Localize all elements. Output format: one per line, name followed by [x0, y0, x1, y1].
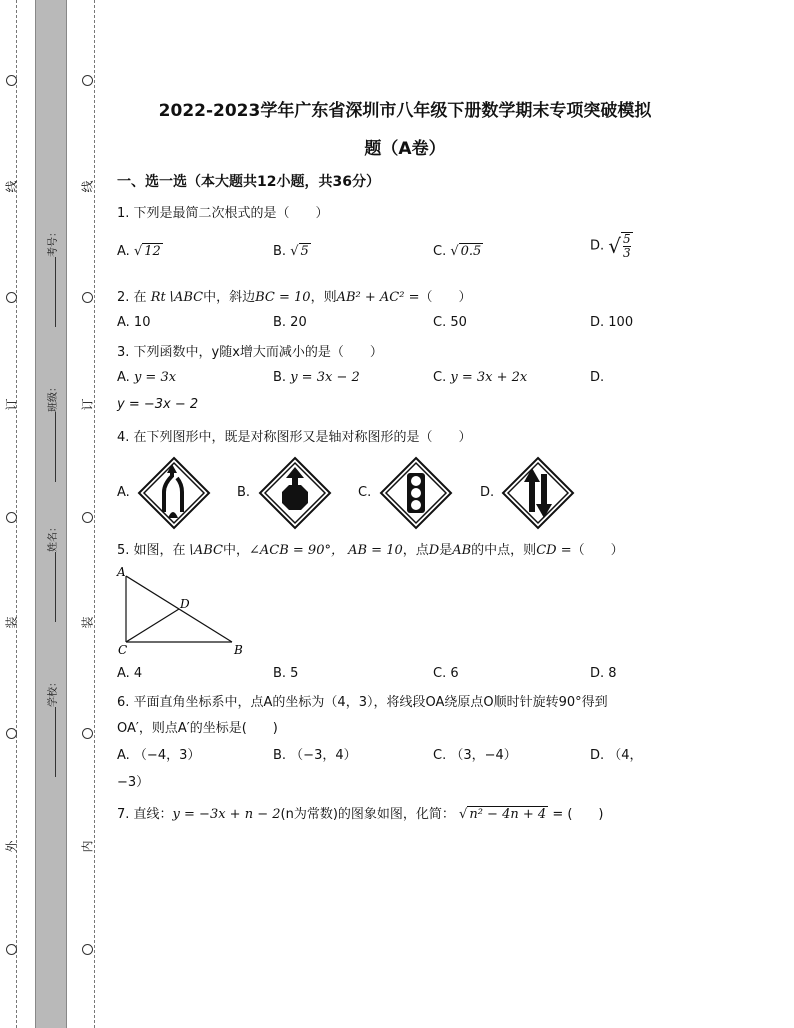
q1-option-a: A. √ 12: [117, 244, 161, 259]
binding-hole: [82, 728, 93, 739]
question-4-stem: 4. 在下列图形中，既是对称图形又是轴对称图形的是（ ）: [117, 430, 472, 445]
road-sign-stop-ahead-icon: [258, 456, 332, 530]
question-6-stem-line1: 6. 平面直角坐标系中，点A的坐标为（4，3），将线段OA绕原点O顺时针旋转90°得到: [117, 695, 608, 710]
outer-char-zhuang: 装: [4, 616, 19, 629]
binding-hole: [82, 512, 93, 523]
q4-option-d-label: D.: [480, 485, 495, 500]
math-expr: BC = 10: [255, 290, 311, 305]
option-value: 12: [144, 244, 161, 259]
math-expr: AB = 10: [348, 543, 403, 558]
option-label: B.: [273, 370, 287, 385]
triangle-figure: [112, 562, 247, 658]
text: 中，斜边: [203, 290, 256, 305]
math-expr: ∠ACB = 90°，: [248, 543, 344, 558]
field-school[interactable]: [44, 677, 59, 780]
option-label: A.: [117, 370, 130, 385]
question-5-stem: [117, 539, 624, 558]
text: 2. 在: [117, 290, 147, 305]
field-label: 姓名：: [48, 522, 59, 552]
option-label: C.: [433, 370, 447, 385]
field-underline: [55, 412, 56, 482]
section-heading: 一、选一选（本大题共12小题，共36分）: [117, 174, 380, 190]
outer-char-wai: 外: [4, 840, 19, 853]
text: (n为常数)的图象如图，化简：: [280, 807, 455, 822]
q2-option-c: C. 50: [433, 315, 467, 330]
math-expr: y = −3x + n − 2: [172, 807, 281, 822]
option-value: 5: [300, 244, 309, 259]
question-2-stem: [117, 286, 472, 305]
fraction-denominator: 3: [623, 246, 631, 260]
text: （ ）: [571, 543, 624, 558]
question-1-stem: 1. 下列是最简二次根式的是（ ）: [117, 206, 329, 221]
q4-option-c-label: C.: [358, 485, 372, 500]
inner-char-nei: 内: [80, 840, 95, 853]
q3-option-a: [117, 370, 176, 385]
text: 7. 直线：: [117, 807, 173, 822]
inner-char-ding: 订: [80, 398, 95, 411]
field-label: 学校：: [48, 677, 59, 707]
outer-char-xian: 线: [4, 180, 19, 193]
text: 5. 如图，在: [117, 543, 186, 558]
option-value: y = 3x − 2: [290, 370, 360, 385]
q5-option-d: D. 8: [590, 666, 617, 681]
math-triangle: Rt∖ABC: [150, 290, 204, 305]
q5-option-b: B. 5: [273, 666, 299, 681]
label-d: D: [180, 597, 190, 611]
field-label: 考号：: [48, 227, 59, 257]
text: （ ）: [419, 290, 472, 305]
text: ，则: [310, 290, 337, 305]
q4-option-b-label: B.: [237, 485, 251, 500]
question-7-stem: 7. 直线：y = −3x + n − 2(n为常数)的图象如图，化简： √ n² − 4n + 4 = ( ): [117, 807, 604, 822]
text: 中，: [222, 543, 249, 558]
page-title: 2022-2023学年广东省深圳市八年级下册数学期末专项突破模拟: [158, 101, 652, 121]
math-var: D: [428, 543, 440, 558]
page-title-line2: 题（A卷）: [364, 139, 446, 159]
q1-option-d: D. √ $\frac{5}{3}$: [590, 232, 631, 260]
field-exam-number[interactable]: [44, 227, 59, 330]
segment-cd: [126, 609, 179, 642]
label-c: C: [118, 643, 128, 657]
text: ，点: [402, 543, 429, 558]
option-label: A.: [117, 244, 130, 259]
q6-option-b: B. （−3，4）: [273, 748, 357, 763]
field-underline: [55, 707, 56, 777]
inner-cut-line: [94, 0, 95, 1028]
inner-char-xian: 线: [80, 180, 95, 193]
binding-hole: [6, 512, 17, 523]
q6-option-a: A. （−4，3）: [117, 748, 201, 763]
option-value: 0.5: [460, 244, 482, 259]
math-expr: AB² + AC² =: [336, 290, 420, 305]
question-3-stem: 3. 下列函数中，y随x增大而减小的是（ ）: [117, 345, 383, 360]
binding-hole: [82, 292, 93, 303]
option-value: y = 3x + 2x: [450, 370, 528, 385]
q4-option-a-label: A.: [117, 485, 130, 500]
binding-hole: [82, 944, 93, 955]
q5-option-a: A. 4: [117, 666, 143, 681]
q3-option-c: [433, 370, 527, 385]
question-6-stem-line2: OA′，则点A′的坐标是( ): [117, 721, 278, 736]
binding-hole: [6, 75, 17, 86]
road-sign-two-way-icon: [501, 456, 575, 530]
math-expr: CD =: [536, 543, 572, 558]
field-name[interactable]: [44, 522, 59, 625]
road-sign-merge-icon: [137, 456, 211, 530]
option-value: y = 3x: [133, 370, 177, 385]
field-label: 班级：: [48, 382, 59, 412]
label-b: B: [234, 643, 243, 657]
q6-option-d: D. （4，: [590, 748, 643, 763]
outer-char-ding: 订: [4, 398, 19, 411]
field-underline: [55, 552, 56, 622]
option-label: B.: [273, 244, 287, 259]
q1-option-c: C. √ 0.5: [433, 244, 482, 259]
road-sign-traffic-light-icon: [379, 456, 453, 530]
q3-option-b: [273, 370, 360, 385]
option-label: D.: [590, 238, 605, 254]
inner-char-zhuang: 装: [80, 616, 95, 629]
binding-hole: [6, 944, 17, 955]
math-triangle: ∖ABC: [185, 543, 223, 558]
text: 是: [439, 543, 453, 558]
binding-hole: [82, 75, 93, 86]
q5-option-c: C. 6: [433, 666, 459, 681]
text: 的中点，则: [471, 543, 537, 558]
fraction-numerator: 5: [623, 232, 631, 246]
binding-strip: [35, 0, 67, 1028]
field-class[interactable]: [44, 382, 59, 485]
q3-option-d-value: y = −3x − 2: [117, 397, 199, 412]
q3-option-d-label: D.: [590, 370, 605, 385]
q1-option-b: B. √ 5: [273, 244, 309, 259]
math-sqrt: n² − 4n + 4: [469, 807, 547, 822]
option-label: C.: [433, 244, 447, 259]
text: = ( ): [552, 807, 604, 822]
math-var: AB: [452, 543, 472, 558]
field-underline: [55, 257, 56, 327]
label-a: A: [117, 565, 126, 579]
binding-hole: [6, 292, 17, 303]
q6-option-d-cont: −3）: [117, 775, 150, 790]
q2-option-a: A. 10: [117, 315, 151, 330]
binding-hole: [6, 728, 17, 739]
q2-option-d: D. 100: [590, 315, 634, 330]
q6-option-c: C. （3，−4）: [433, 748, 517, 763]
q2-option-b: B. 20: [273, 315, 307, 330]
